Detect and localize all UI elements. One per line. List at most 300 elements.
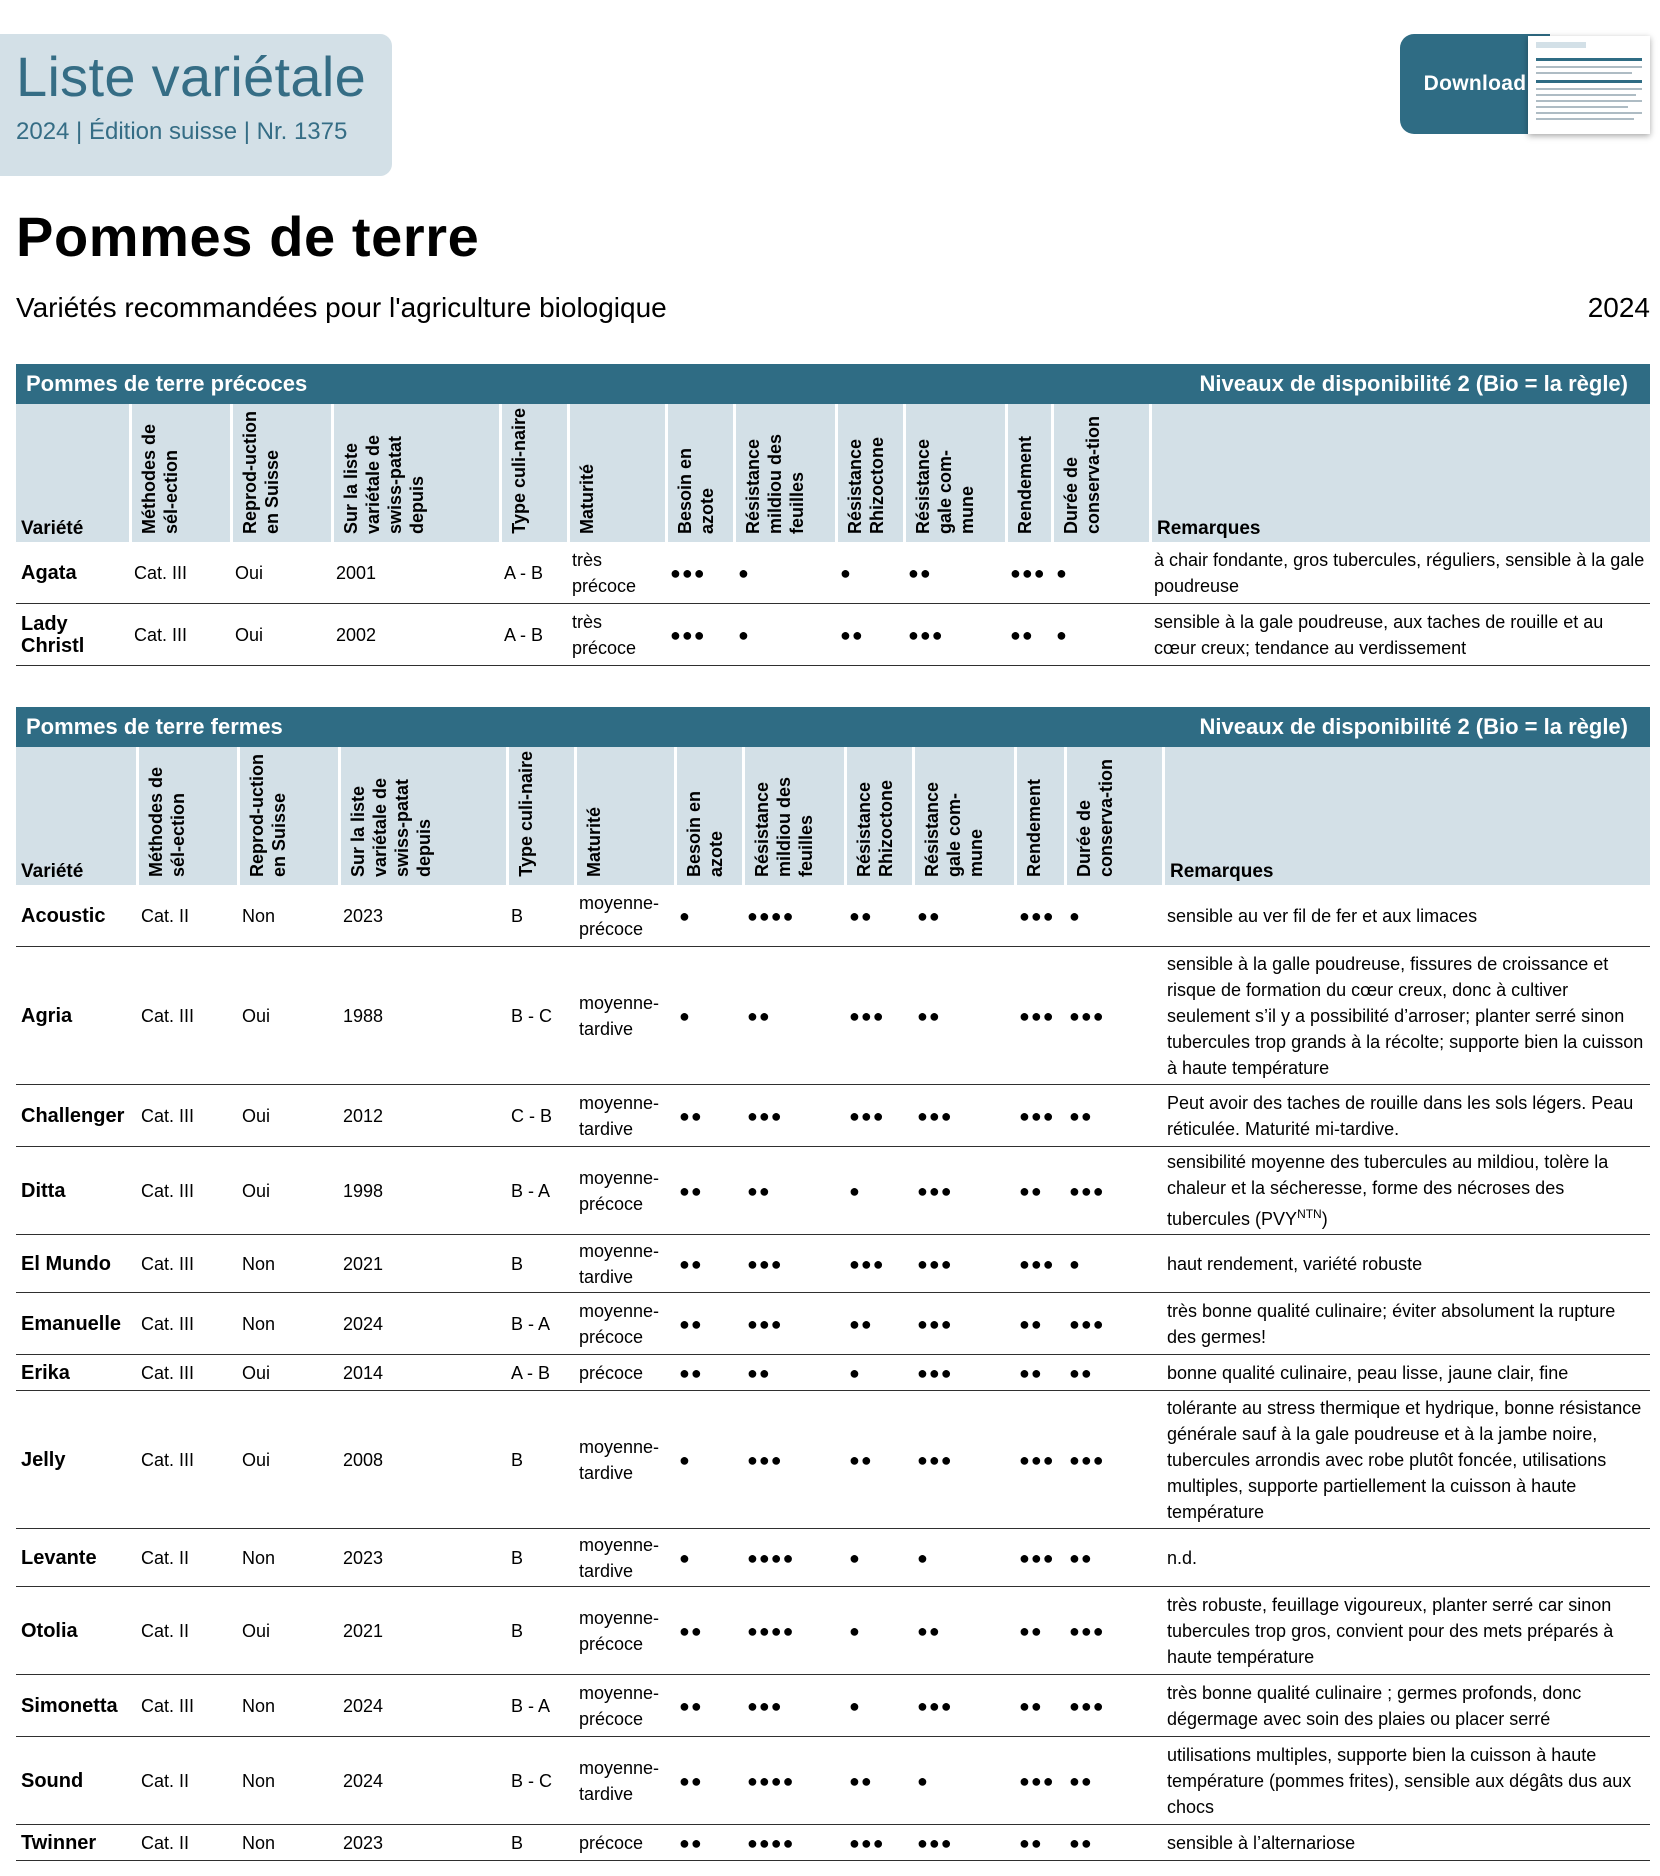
section-availability: Niveaux de disponibilité 2 (Bio = la règle): [1199, 371, 1628, 396]
cell-repro: [242, 1825, 335, 1860]
cell-azote-value: ●●: [679, 1105, 703, 1126]
cell-maturite-value: moyenne-précoce: [579, 1682, 660, 1729]
cell-methodes: [134, 542, 227, 603]
cell-rhizo: [840, 604, 900, 665]
cell-liste-value: 2023: [343, 1832, 384, 1853]
cell-rhizo: [849, 1293, 909, 1354]
cell-type: [511, 885, 571, 946]
table-row: [16, 1355, 1650, 1391]
cell-azote-value: ●●●: [670, 624, 706, 645]
cell-rhizo: [849, 885, 909, 946]
cell-methodes-value: Cat. III: [134, 624, 188, 645]
column-header-label: Résistance Rhizoctone: [854, 780, 896, 877]
cell-gale-value: ●●●: [917, 1832, 953, 1853]
cell-rhizo-value: ●●●: [849, 1253, 885, 1274]
cell-liste: [343, 1085, 503, 1146]
cell-variete: [21, 604, 126, 665]
cell-maturite-value: moyenne-tardive: [579, 1534, 660, 1581]
cell-remarques-value: sensibilité moyenne des tubercules au mildiou, tolère la chaleur et la sécheresse, forme des nécroses des tubercules (PVY: [1167, 1152, 1609, 1229]
cell-rhizo: [849, 947, 909, 1084]
cell-duree-value: ●: [1069, 905, 1081, 926]
cell-variete-value: Emanuelle: [21, 1312, 122, 1335]
column-header-rhizo: [838, 404, 903, 542]
cell-rhizo: [849, 1147, 909, 1234]
cell-azote-value: ●●: [679, 1362, 703, 1383]
table-row: [16, 1675, 1650, 1737]
cell-mildiou: [747, 1529, 841, 1586]
cell-variete: [21, 1235, 133, 1292]
cell-variete: [21, 1391, 133, 1528]
cell-remarques-end: ): [1321, 1209, 1328, 1229]
cell-variete-value: Acoustic: [21, 904, 106, 927]
cell-liste: [343, 1529, 503, 1586]
cell-mildiou-value: ●●●●: [747, 1547, 795, 1568]
cell-type: [511, 1675, 571, 1736]
table-row: [16, 1587, 1650, 1675]
cell-duree: [1069, 1737, 1159, 1824]
cell-repro-value: Non: [242, 1832, 276, 1853]
cell-rhizo: [849, 1737, 909, 1824]
cell-liste: [343, 1235, 503, 1292]
section-availability: Niveaux de disponibilité 2 (Bio = la règle): [1199, 714, 1628, 739]
column-header-azote: [668, 404, 733, 542]
cell-repro-value: Oui: [235, 562, 264, 583]
cell-azote: [679, 1529, 739, 1586]
column-header-label: Besoin en azote: [675, 447, 717, 534]
cell-rendement-value: ●●: [1019, 1313, 1043, 1334]
column-header-row: [16, 747, 1650, 885]
cell-rendement-value: ●●●: [1019, 905, 1055, 926]
cell-methodes: [141, 947, 234, 1084]
cell-variete-value: Simonetta: [21, 1694, 118, 1717]
cell-maturite-value: moyenne-précoce: [579, 1607, 660, 1654]
column-header-azote: [677, 747, 742, 885]
cell-liste-value: 2012: [343, 1105, 384, 1126]
cell-repro-value: Oui: [242, 1005, 271, 1026]
cell-maturite: [579, 1587, 671, 1674]
cell-duree-value: ●: [1056, 562, 1068, 583]
cell-repro: [242, 1293, 335, 1354]
cell-maturite-value: précoce: [579, 1362, 644, 1383]
cell-repro: [235, 542, 328, 603]
cell-maturite: [579, 1355, 671, 1390]
cell-rhizo: [849, 1675, 909, 1736]
cell-variete-value: Jelly: [21, 1448, 66, 1471]
cell-gale: [917, 947, 1011, 1084]
cell-gale: [917, 1085, 1011, 1146]
cell-liste: [343, 947, 503, 1084]
cell-methodes-value: Cat. II: [141, 1620, 190, 1641]
cell-mildiou: [747, 1825, 841, 1860]
cell-azote-value: ●: [679, 905, 691, 926]
cell-azote: [679, 885, 739, 946]
cell-remarques: [1167, 885, 1647, 946]
cell-rhizo-value: ●: [849, 1547, 861, 1568]
column-header-label: Remarques: [1157, 518, 1261, 539]
column-header-label: Rendement: [1024, 778, 1044, 877]
cell-remarques: [1154, 542, 1647, 603]
cell-gale: [917, 1355, 1011, 1390]
table-row: [16, 1529, 1650, 1587]
column-header-mildiou: [736, 404, 835, 542]
column-header-label: Type culi-naire: [509, 408, 529, 534]
table-row: [16, 1235, 1650, 1293]
cell-liste: [343, 1147, 503, 1234]
cell-gale: [917, 1825, 1011, 1860]
cell-liste-value: 2014: [343, 1362, 384, 1383]
cell-gale: [917, 1293, 1011, 1354]
cell-methodes: [141, 1235, 234, 1292]
section-header-bar: [16, 707, 1650, 747]
cell-mildiou: [747, 1737, 841, 1824]
table-row: [16, 1085, 1650, 1147]
brand-banner: [0, 34, 392, 176]
cell-variete-value: Agata: [21, 561, 77, 584]
cell-gale-value: ●●: [917, 905, 941, 926]
cell-gale: [917, 1587, 1011, 1674]
cell-mildiou-value: ●●●: [747, 1695, 783, 1716]
cell-gale-value: ●●: [917, 1620, 941, 1641]
cell-liste-value: 2024: [343, 1695, 384, 1716]
cell-rendement: [1019, 1737, 1061, 1824]
page-title: Pommes de terre: [16, 205, 480, 268]
cell-rhizo: [849, 1085, 909, 1146]
cell-repro: [242, 885, 335, 946]
cell-methodes-value: Cat. III: [134, 562, 188, 583]
cell-variete-value: Twinner: [21, 1831, 97, 1854]
cell-rhizo: [849, 1355, 909, 1390]
download-widget[interactable]: [1400, 34, 1650, 134]
cell-rhizo-value: ●●●: [849, 1005, 885, 1026]
cell-repro-value: Oui: [242, 1620, 271, 1641]
cell-type: [511, 1355, 571, 1390]
cell-repro-value: Non: [242, 1695, 276, 1716]
table-row: [16, 1293, 1650, 1355]
cell-mildiou-value: ●●: [747, 1180, 771, 1201]
cell-liste: [343, 1675, 503, 1736]
cell-remarques-value: à chair fondante, gros tubercules, réguliers, sensible à la gale poudreuse: [1154, 549, 1645, 596]
cell-repro-value: Non: [242, 1770, 276, 1791]
cell-rhizo-value: ●●: [849, 1313, 873, 1334]
cell-liste: [336, 542, 496, 603]
cell-rendement-value: ●●●: [1019, 1547, 1055, 1568]
cell-methodes: [141, 885, 234, 946]
cell-liste: [336, 604, 496, 665]
cell-mildiou: [747, 1147, 841, 1234]
cell-liste-value: 2021: [343, 1620, 384, 1641]
cell-duree-value: ●●●: [1069, 1180, 1105, 1201]
cell-rhizo-value: ●: [849, 1620, 861, 1641]
cell-repro-value: Non: [242, 1313, 276, 1334]
cell-azote-value: ●: [679, 1449, 691, 1470]
cell-rendement: [1010, 604, 1048, 665]
cell-azote: [679, 1293, 739, 1354]
cell-mildiou-value: ●●●●: [747, 1620, 795, 1641]
cell-duree: [1069, 1391, 1159, 1528]
cell-azote-value: ●●: [679, 1253, 703, 1274]
cell-duree: [1069, 1235, 1159, 1292]
cell-maturite: [579, 1147, 671, 1234]
cell-mildiou-value: ●●●: [747, 1313, 783, 1334]
download-button[interactable]: Download: [1400, 34, 1550, 134]
cell-methodes-value: Cat. II: [141, 1547, 190, 1568]
cell-rendement-value: ●●: [1019, 1832, 1043, 1853]
column-header-rendement: [1008, 404, 1051, 542]
cell-rhizo: [849, 1587, 909, 1674]
cell-mildiou-value: ●●●: [747, 1105, 783, 1126]
cell-duree-value: ●●: [1069, 1105, 1093, 1126]
cell-mildiou: [747, 1235, 841, 1292]
cell-rendement: [1019, 1529, 1061, 1586]
cell-rendement-value: ●●●: [1010, 562, 1046, 583]
table-row: [16, 542, 1650, 604]
column-header-label: Variété: [21, 861, 84, 882]
column-header-label: Durée de conserva-tion: [1061, 415, 1103, 534]
cell-rendement: [1010, 542, 1048, 603]
cell-mildiou: [738, 542, 832, 603]
column-header-repro: [240, 747, 338, 885]
cell-rendement: [1019, 885, 1061, 946]
cell-liste: [343, 1355, 503, 1390]
cell-methodes-value: Cat. III: [141, 1362, 195, 1383]
column-header-remarques: [1152, 404, 1650, 542]
cell-gale-value: ●●●: [917, 1362, 953, 1383]
cell-gale-value: ●●: [908, 562, 932, 583]
cell-maturite-value: précoce: [579, 1832, 644, 1853]
cell-type-value: A - B: [504, 562, 544, 583]
cell-maturite-value: moyenne-tardive: [579, 1757, 660, 1804]
cell-maturite: [579, 947, 671, 1084]
cell-liste-value: 2021: [343, 1253, 384, 1274]
cell-mildiou: [747, 1587, 841, 1674]
cell-maturite: [579, 1235, 671, 1292]
column-header-methodes: [139, 747, 237, 885]
cell-methodes-value: Cat. II: [141, 1770, 190, 1791]
cell-liste-value: 2002: [336, 624, 377, 645]
cell-rhizo-value: ●●●: [849, 1105, 885, 1126]
column-header-label: Variété: [21, 518, 84, 539]
cell-type-value: B: [511, 1547, 524, 1568]
cell-duree: [1069, 885, 1159, 946]
cell-type: [504, 542, 564, 603]
cell-type-value: A - B: [511, 1362, 551, 1383]
cell-variete-value: Levante: [21, 1546, 97, 1569]
cell-azote-value: ●: [679, 1547, 691, 1568]
cell-duree: [1069, 1825, 1159, 1860]
cell-methodes-value: Cat. III: [141, 1313, 195, 1334]
cell-remarques: [1167, 1391, 1647, 1528]
column-header-label: Résistance mildiou des feuilles: [743, 433, 807, 534]
cell-gale-value: ●●●: [917, 1695, 953, 1716]
table-row: [16, 1825, 1650, 1861]
cell-azote-value: ●●: [679, 1832, 703, 1853]
cell-liste-value: 2023: [343, 1547, 384, 1568]
cell-variete-value: Ditta: [21, 1179, 66, 1202]
cell-rendement: [1019, 1587, 1061, 1674]
cell-gale-value: ●●●: [917, 1449, 953, 1470]
cell-repro: [242, 1355, 335, 1390]
cell-repro: [242, 1529, 335, 1586]
table-row: [16, 1391, 1650, 1529]
cell-maturite-value: moyenne-tardive: [579, 1092, 660, 1139]
cell-maturite: [572, 604, 662, 665]
cell-maturite: [579, 1825, 671, 1860]
cell-remarques-value: n.d.: [1167, 1547, 1198, 1568]
cell-remarques-value: tolérante au stress thermique et hydrique, bonne résistance générale sauf à la gale poudreuse et à la jambe noire, tubercules arrondis avec robe plutôt foncée, utilisations multiples, supporte partiellement la cuisson à haute température: [1167, 1397, 1642, 1522]
cell-gale-value: ●●●: [917, 1313, 953, 1334]
cell-gale-value: ●●●: [917, 1105, 953, 1126]
cell-gale: [917, 1147, 1011, 1234]
cell-gale-value: ●●●: [917, 1180, 953, 1201]
cell-repro-value: Non: [242, 905, 276, 926]
cell-duree-value: ●●●: [1069, 1449, 1105, 1470]
column-header-label: Durée de conserva-tion: [1074, 758, 1116, 877]
column-header-methodes: [132, 404, 230, 542]
cell-remarques-value: très bonne qualité culinaire ; germes profonds, donc dégermage avec soin des plaies ou placer serré: [1167, 1682, 1582, 1729]
cell-variete: [21, 1675, 133, 1736]
cell-maturite-value: moyenne-précoce: [579, 1300, 660, 1347]
cell-rhizo-value: ●●: [849, 905, 873, 926]
cell-mildiou-value: ●: [738, 624, 750, 645]
cell-azote: [679, 1675, 739, 1736]
cell-rhizo: [849, 1529, 909, 1586]
cell-remarques: [1167, 1587, 1647, 1674]
column-header-liste: [341, 747, 506, 885]
cell-methodes: [141, 1355, 234, 1390]
cell-duree: [1056, 542, 1146, 603]
cell-rendement-value: ●●●: [1019, 1770, 1055, 1791]
cell-remarques: [1167, 947, 1647, 1084]
cell-remarques: [1167, 1529, 1647, 1586]
cell-mildiou: [747, 947, 841, 1084]
column-header-type: [502, 404, 567, 542]
cell-maturite-value: moyenne-tardive: [579, 1240, 660, 1287]
cell-repro: [242, 1587, 335, 1674]
cell-type: [511, 1293, 571, 1354]
column-header-variete: [16, 404, 129, 542]
cell-remarques-value: très robuste, feuillage vigoureux, planter serré car sinon tubercules trop gros, convient pour des mets préparés à haute température: [1167, 1594, 1614, 1667]
column-header-repro: [233, 404, 331, 542]
cell-type-value: B - C: [511, 1770, 553, 1791]
cell-azote: [670, 604, 730, 665]
cell-variete-value: Lady Christl: [21, 612, 85, 657]
cell-variete: [21, 1529, 133, 1586]
cell-mildiou: [738, 604, 832, 665]
cell-variete: [21, 1147, 133, 1234]
cell-type-value: B: [511, 1620, 524, 1641]
cell-repro: [242, 1391, 335, 1528]
cell-variete: [21, 1085, 133, 1146]
column-header-duree: [1054, 404, 1149, 542]
cell-repro: [242, 1147, 335, 1234]
cell-duree: [1069, 1293, 1159, 1354]
cell-type-value: B: [511, 905, 524, 926]
column-header-label: Type culi-naire: [516, 751, 536, 877]
cell-type: [511, 1825, 571, 1860]
cell-duree: [1069, 1085, 1159, 1146]
cell-methodes-value: Cat. II: [141, 1832, 190, 1853]
brand-subtitle: 2024 | Édition suisse | Nr. 1375: [16, 118, 348, 145]
cell-azote-value: ●: [679, 1005, 691, 1026]
cell-remarques-value: très bonne qualité culinaire; éviter absolument la rupture des germes!: [1167, 1300, 1616, 1347]
column-header-row: [16, 404, 1650, 542]
cell-maturite-value: très précoce: [572, 549, 637, 596]
cell-rendement: [1019, 1391, 1061, 1528]
cell-remarques-value: sensible à l’alternariose: [1167, 1832, 1356, 1853]
cell-maturite-value: très précoce: [572, 611, 637, 658]
cell-liste-value: 1988: [343, 1005, 384, 1026]
cell-azote: [679, 1825, 739, 1860]
brand-title: Liste variétale: [16, 45, 367, 108]
column-header-variete: [16, 747, 136, 885]
cell-azote: [679, 1587, 739, 1674]
section-title: Pommes de terre précoces: [26, 371, 308, 396]
cell-variete: [21, 1355, 133, 1390]
cell-repro: [242, 947, 335, 1084]
cell-rhizo: [849, 1825, 909, 1860]
cell-gale-value: ●: [917, 1547, 929, 1568]
cell-liste-value: 1998: [343, 1180, 384, 1201]
cell-methodes: [141, 1529, 234, 1586]
cell-duree-value: ●●: [1069, 1770, 1093, 1791]
cell-mildiou-value: ●●: [747, 1362, 771, 1383]
cell-mildiou-value: ●: [738, 562, 750, 583]
cell-rendement: [1019, 1355, 1061, 1390]
cell-rhizo-value: ●●: [840, 624, 864, 645]
cell-methodes: [141, 1825, 234, 1860]
cell-duree-value: ●: [1056, 624, 1068, 645]
section-title: Pommes de terre fermes: [26, 714, 283, 739]
cell-rendement-value: ●●: [1019, 1695, 1043, 1716]
document-thumbnail-icon[interactable]: [1528, 36, 1650, 134]
cell-methodes: [141, 1293, 234, 1354]
cell-mildiou: [747, 1675, 841, 1736]
cell-liste: [343, 885, 503, 946]
cell-gale: [917, 1675, 1011, 1736]
cell-liste-value: 2024: [343, 1313, 384, 1334]
cell-rhizo-value: ●●: [849, 1449, 873, 1470]
cell-type-value: B - A: [511, 1180, 551, 1201]
cell-azote: [670, 542, 730, 603]
cell-mildiou-value: ●●●●: [747, 1832, 795, 1853]
column-header-label: Sur la liste variétale de swiss-patat depuis: [341, 434, 427, 534]
cell-rendement: [1019, 1147, 1061, 1234]
cell-remarques-value: haut rendement, variété robuste: [1167, 1253, 1423, 1274]
cell-methodes: [141, 1737, 234, 1824]
cell-variete: [21, 1293, 133, 1354]
column-header-label: Méthodes de sél-ection: [146, 766, 188, 877]
cell-rendement-value: ●●●: [1019, 1253, 1055, 1274]
cell-liste-value: 2001: [336, 562, 377, 583]
cell-type: [511, 1147, 571, 1234]
column-header-label: Sur la liste variétale de swiss-patat depuis: [348, 777, 434, 877]
column-header-duree: [1067, 747, 1162, 885]
cell-azote: [679, 1085, 739, 1146]
table-row: [16, 604, 1650, 666]
cell-duree-value: ●: [1069, 1253, 1081, 1274]
cell-mildiou: [747, 1355, 841, 1390]
cell-gale: [917, 885, 1011, 946]
cell-type-value: B: [511, 1832, 524, 1853]
column-header-label: Résistance Rhizoctone: [845, 437, 887, 534]
column-header-label: Résistance gale com-mune: [913, 438, 977, 534]
cell-methodes-value: Cat. III: [141, 1695, 195, 1716]
cell-liste: [343, 1737, 503, 1824]
column-header-label: Méthodes de sél-ection: [139, 423, 181, 534]
cell-duree: [1069, 1675, 1159, 1736]
cell-methodes-value: Cat. II: [141, 905, 190, 926]
cell-duree-value: ●●: [1069, 1362, 1093, 1383]
